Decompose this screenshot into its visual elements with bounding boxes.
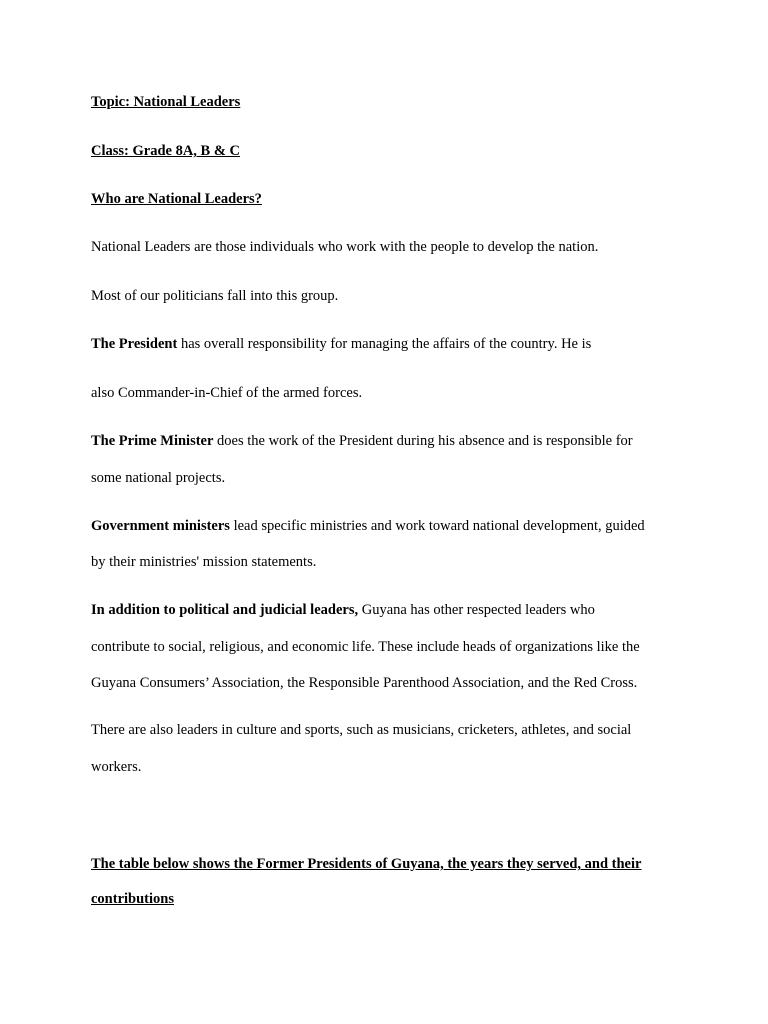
president-lead: The President [91, 336, 178, 352]
intro-line-1: National Leaders are those individuals who work with the people to develop the nation. [91, 239, 599, 255]
ministers-text-1: lead specific ministries and work toward national development, guided [229, 518, 645, 534]
intro-line-2: Most of our politicians fall into this group. [91, 288, 339, 304]
president-paragraph-line-2: also Commander-in-Chief of the armed forces. [91, 385, 363, 401]
prime-minister-lead: The Prime Minister [91, 433, 214, 449]
table-intro-heading-line-1: The table below shows the Former Presidents of Guyana, the years they served, and their [91, 856, 642, 872]
ministers-paragraph-line-2: by their ministries' mission statements. [91, 554, 317, 570]
culture-sports-line-1: There are also leaders in culture and sports, such as musicians, cricketers, athletes, and social [91, 722, 632, 738]
class-heading: Class: Grade 8A, B & C [91, 143, 241, 159]
president-paragraph-line-1 [91, 336, 691, 353]
table-intro-heading-line-2: contributions [91, 891, 174, 907]
topic-heading: Topic: National Leaders [91, 94, 241, 110]
prime-minister-paragraph-line-2: some national projects. [91, 470, 226, 486]
prime-minister-text-1: does the work of the President during his absence and is responsible for [213, 433, 633, 449]
ministers-paragraph-line-1 [91, 518, 691, 535]
other-leaders-line-1 [91, 602, 691, 619]
prime-minister-paragraph-line-1 [91, 433, 691, 450]
other-leaders-line-3: Guyana Consumers’ Association, the Responsible Parenthood Association, and the Red Cross. [91, 675, 638, 691]
other-leaders-lead: In addition to political and judicial leaders, [91, 602, 359, 618]
other-leaders-line-2: contribute to social, religious, and economic life. These include heads of organizations like the [91, 639, 640, 655]
other-leaders-text-1: Guyana has other respected leaders who [358, 602, 595, 618]
culture-sports-line-2: workers. [91, 759, 142, 775]
president-text-1: has overall responsibility for managing the affairs of the country. He is [177, 336, 592, 352]
question-heading: Who are National Leaders? [91, 191, 262, 207]
ministers-lead: Government ministers [91, 518, 230, 534]
